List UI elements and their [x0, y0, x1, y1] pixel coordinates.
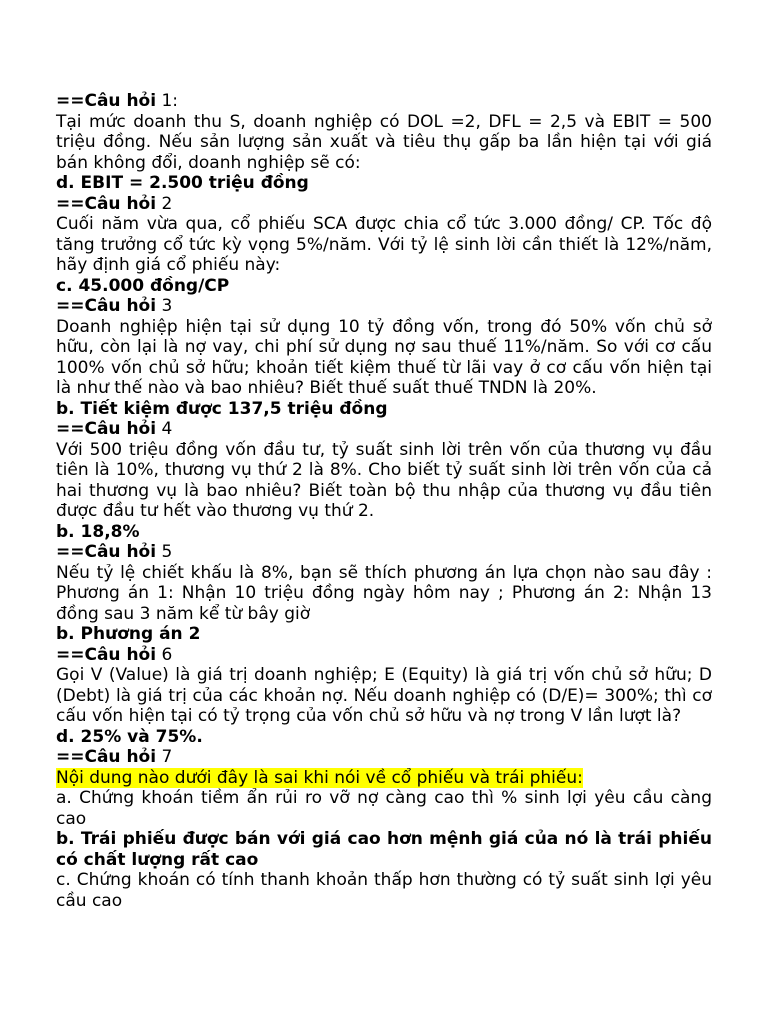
- question-number: 3: [161, 296, 173, 316]
- question-heading-prefix: ==Câu hỏi: [56, 747, 157, 767]
- question-5: [56, 542, 712, 645]
- question-heading-prefix: ==Câu hỏi: [56, 542, 157, 562]
- question-heading: [56, 194, 712, 215]
- question-heading: [56, 747, 712, 768]
- question-answer: b. 18,8%: [56, 521, 140, 542]
- question-heading: [56, 542, 712, 563]
- question-text: Tại mức doanh thu S, doanh nghiệp có DOL =2, DFL = 2,5 và EBIT = 500 triệu đồng. Nếu sản lượng sản xuất và tiêu thụ gấp ba lần hiện tại với giá bán không đổi, doanh nghiệp sẽ có:: [56, 111, 712, 173]
- question-heading: [56, 645, 712, 666]
- question-answer: b. Phương án 2: [56, 624, 201, 644]
- question-number: 1:: [161, 91, 179, 111]
- question-answer: d. EBIT = 2.500 triệu đồng: [56, 173, 309, 193]
- question-text: Với 500 triệu đồng vốn đầu tư, tỷ suất sinh lời trên vốn của thương vụ đầu tiên là 10%, thương vụ thứ 2 là 8%. Cho biết tỷ suất sinh lời trên vốn của cả hai thương vụ là bao nhiêu? Biết toàn bộ thu nhập của thương vụ đầu tiên được đầu tư hết vào thương vụ thứ 2.: [56, 439, 712, 521]
- question-number: 6: [161, 644, 173, 665]
- question-heading: [56, 91, 712, 112]
- question-heading-prefix: ==Câu hỏi: [56, 193, 157, 214]
- question-number: 7: [161, 747, 173, 767]
- question-heading: [56, 419, 712, 440]
- question-answer: b. Tiết kiệm được 137,5 triệu đồng: [56, 398, 388, 419]
- question-text: [56, 768, 712, 789]
- question-text: Nếu tỷ lệ chiết khấu là 8%, bạn sẽ thích phương án lựa chọn nào sau đây : Phương án 1: Nhận 10 triệu đồng ngày hôm nay ; Phương án 2: Nhận 13 đồng sau 3 năm kể từ bây giờ: [56, 562, 712, 624]
- question-1: [56, 91, 712, 194]
- highlighted-question-text: Nội dung nào dưới đây là sai khi nói về cổ phiếu và trái phiếu:: [56, 767, 583, 788]
- question-heading-prefix: ==Câu hỏi: [56, 91, 157, 111]
- question-2: [56, 194, 712, 297]
- question-text: Doanh nghiệp hiện tại sử dụng 10 tỷ đồng vốn, trong đó 50% vốn chủ sở hữu, còn lại là nợ vay, chi phí sử dụng nợ sau thuế 11%/năm. So với cơ cấu 100% vốn chủ sở hữu; khoản tiết kiệm thuế từ lãi vay ở cơ cấu vốn hiện tại là như thế nào và bao nhiêu? Biết thuế suất thuế TNDN là 20%.: [56, 316, 712, 398]
- answer-option-c: c. Chứng khoán có tính thanh khoản thấp hơn thường có tỷ suất sinh lợi yêu cầu cao: [56, 870, 712, 911]
- question-heading-prefix: ==Câu hỏi: [56, 419, 157, 439]
- question-number: 4: [161, 419, 173, 439]
- question-text: Cuối năm vừa qua, cổ phiếu SCA được chia cổ tức 3.000 đồng/ CP. Tốc độ tăng trưởng cổ tức kỳ vọng 5%/năm. Với tỷ lệ sinh lời cần thiết là 12%/năm, hãy định giá cổ phiếu này:: [56, 214, 712, 275]
- question-3: [56, 296, 712, 419]
- question-7: [56, 747, 712, 911]
- question-list: [56, 91, 712, 911]
- question-6: [56, 645, 712, 748]
- answer-option-a: a. Chứng khoán tiềm ẩn rủi ro vỡ nợ càng cao thì % sinh lợi yêu cầu càng cao: [56, 788, 712, 829]
- question-text: Gọi V (Value) là giá trị doanh nghiệp; E (Equity) là giá trị vốn chủ sở hữu; D (Debt) là giá trị của các khoản nợ. Nếu doanh nghiệp có (D/E)= 300%; thì cơ cấu vốn hiện tại có tỷ trọng của vốn chủ sở hữu và nợ trong V lần lượt là?: [56, 665, 712, 726]
- question-answer: c. 45.000 đồng/CP: [56, 275, 230, 296]
- question-4: [56, 419, 712, 542]
- question-answer: d. 25% và 75%.: [56, 726, 203, 747]
- question-number: 2: [161, 193, 173, 214]
- question-number: 5: [161, 542, 173, 562]
- question-heading-prefix: ==Câu hỏi: [56, 644, 157, 665]
- question-heading: [56, 296, 712, 317]
- answer-option-b: b. Trái phiếu được bán với giá cao hơn mệnh giá của nó là trái phiếu có chất lượng rất cao: [56, 829, 712, 870]
- question-heading-prefix: ==Câu hỏi: [56, 296, 157, 316]
